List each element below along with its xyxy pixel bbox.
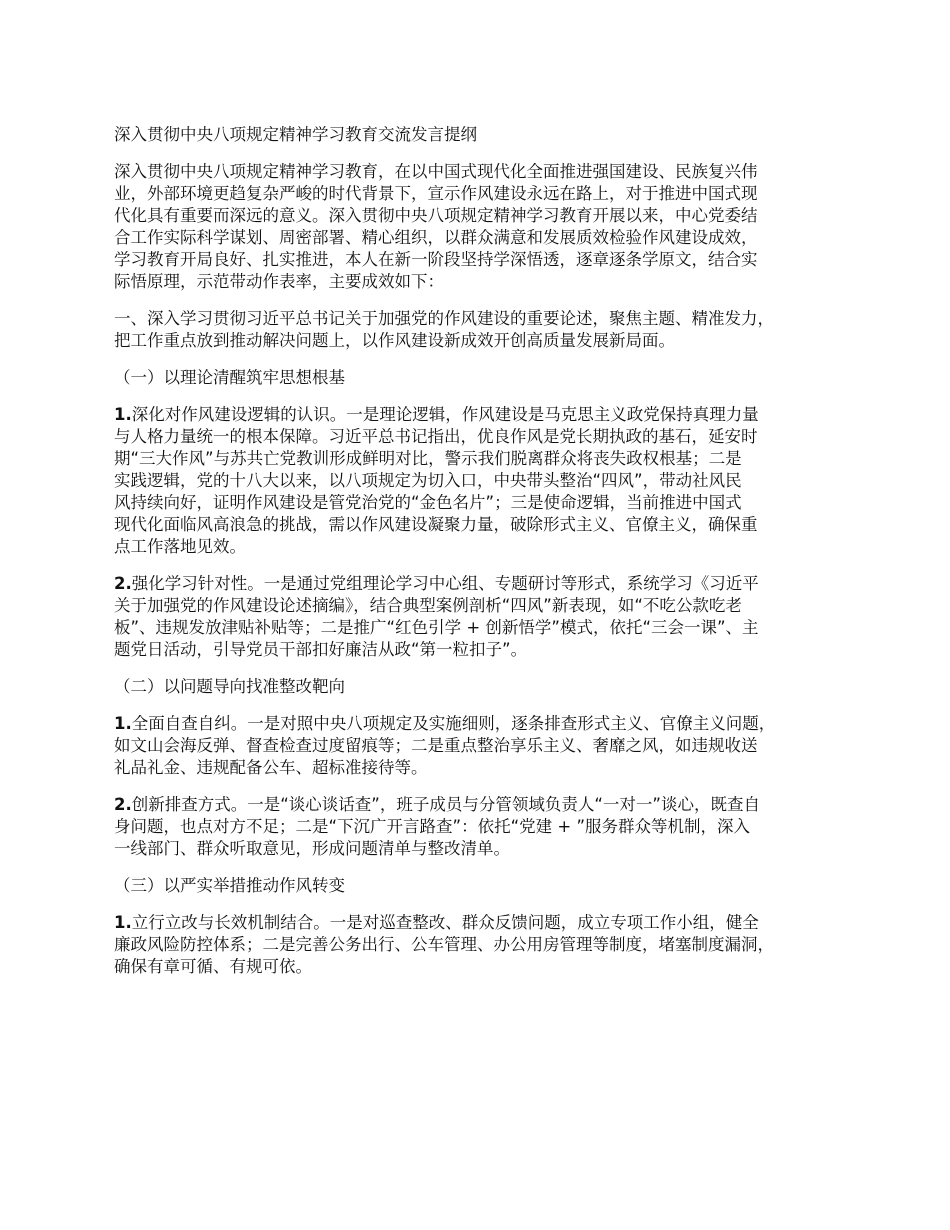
text-line [114, 573, 854, 595]
text-line: 把工作重点放到推动解决问题上，以作风建设新成效开创高质量发展新局面。 [114, 331, 675, 350]
item-2-1-paragraph [114, 713, 854, 779]
text-line: 业，外部环境更趋复杂严峻的时代背景下，宣示作风建设永远在路上，对于推进中国式现 [114, 184, 758, 203]
item-1-2-paragraph [114, 573, 854, 661]
subsection-heading-2: （二）以问题导向找准整改靶向 [114, 677, 345, 696]
item-number: 1. [114, 913, 132, 932]
text-line [114, 713, 854, 735]
subsection-heading-1: （一）以理论清醒筑牢思想根基 [114, 368, 345, 387]
text-line: 一、深入学习贯彻习近平总书记关于加强党的作风建设的重要论述，聚焦主题、精准发力， [114, 309, 774, 328]
text-line: 关于加强党的作风建设论述摘编》，结合典型案例剖析“四风”新表现，如“不吃公款吃老 [114, 596, 742, 615]
text-line: 风持续向好，证明作风建设是管党治党的“金色名片”；三是使命逻辑，当前推进中国式 [114, 493, 742, 512]
text-line: 如文山会海反弹、督查检查过度留痕等；二是重点整治享乐主义、奢靡之风，如违规收送 [114, 736, 758, 755]
text-line: 合工作实际科学谋划、周密部署、精心组织，以群众满意和发展质效检验作风建设成效， [114, 228, 758, 247]
line-text: 创新排查方式。一是“谈心谈话查”，班子成员与分管领域负责人“一对一”谈心，既查自 [131, 795, 760, 814]
subsection-heading-3: （三）以严实举措推动作风转变 [114, 876, 345, 895]
item-3-1-paragraph [114, 912, 854, 978]
item-1-1-paragraph [114, 404, 854, 558]
document-title: 深入贯彻中央八项规定精神学习教育交流发言提纲 [114, 125, 477, 144]
item-number: 1. [114, 714, 132, 733]
text-line: 学习教育开局良好、扎实推进，本人在新一阶段坚持学深悟透，逐章逐条学原文，结合实 [114, 250, 758, 269]
text-line [114, 404, 854, 426]
item-2-2-paragraph [114, 794, 854, 860]
text-line: 代化具有重要而深远的意义。深入贯彻中央八项规定精神学习教育开展以来，中心党委结 [114, 206, 758, 225]
line-text: 立行立改与长效机制结合。一是对巡查整改、群众反馈问题，成立专项工作小组，健全 [131, 913, 759, 932]
text-line [114, 794, 854, 816]
line-text: 深化对作风建设逻辑的认识。一是理论逻辑，作风建设是马克思主义政党保持真理力量 [131, 405, 759, 424]
text-line: 板”、违规发放津贴补贴等；二是推广“红色引学 + 创新悟学”模式，依托“三会一课”、主 [114, 618, 759, 637]
text-line: 期“三大作风”与苏共亡党教训形成鲜明对比，警示我们脱离群众将丧失政权根基；二是 [114, 449, 742, 468]
item-number: 2. [114, 795, 132, 814]
text-line: 际悟原理，示范带动作表率，主要成效如下： [114, 272, 444, 291]
text-line: 现代化面临风高浪急的挑战，需以作风建设凝聚力量，破除形式主义、官僚主义，确保重 [114, 515, 758, 534]
text-line [114, 912, 854, 934]
item-number: 1. [114, 405, 132, 424]
text-line: 一线部门、群众听取意见，形成问题清单与整改清单。 [114, 839, 510, 858]
text-line: 深入贯彻中央八项规定精神学习教育，在以中国式现代化全面推进强国建设、民族复兴伟 [114, 162, 758, 181]
text-line: 身问题，也点对方不足；二是“下沉广开言路查”：依托“党建 + ”服务群众等机制，深入 [114, 817, 751, 836]
text-line: 与人格力量统一的根本保障。习近平总书记指出，优良作风是党长期执政的基石，延安时 [114, 427, 758, 446]
item-number: 2. [114, 574, 132, 593]
text-line: 点工作落地见效。 [114, 537, 246, 556]
text-line: 廉政风险防控体系；二是完善公务出行、公车管理、办公用房管理等制度，堵塞制度漏洞， [114, 935, 774, 954]
text-line: 题党日活动，引导党员干部扣好廉洁从政“第一粒扣子”。 [114, 640, 528, 659]
text-line: 礼品礼金、违规配备公车、超标准接待等。 [114, 758, 428, 777]
document-body [114, 124, 854, 993]
text-line: 确保有章可循、有规可依。 [114, 957, 312, 976]
intro-paragraph [114, 161, 854, 293]
text-line: 实践逻辑，党的十八大以来，以八项规定为切入口，中央带头整治“四风”，带动社风民 [114, 471, 742, 490]
line-text: 全面自查自纠。一是对照中央八项规定及实施细则，逐条排查形式主义、官僚主义问题， [131, 714, 776, 733]
section-one-paragraph [114, 308, 854, 352]
line-text: 强化学习针对性。一是通过党组理论学习中心组、专题研讨等形式，系统学习《习近平 [131, 574, 759, 593]
